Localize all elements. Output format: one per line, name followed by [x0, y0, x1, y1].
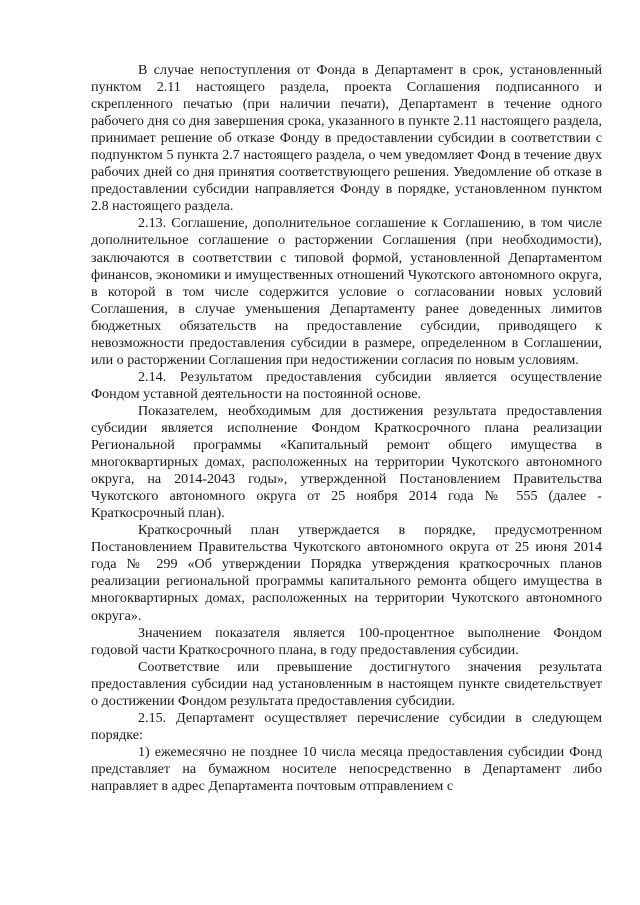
paragraph-indicator: Показателем, необходимым для достижения результата предоставления субсидии является исполнение Фондом Краткосрочного плана реализации Региональной программы «Капитальный ремонт общего имущества в многоквартирных домах, расположенных на территории Чукотского автономного округа, на 2014-2043 годы», утвержденной Постановлением Правительства Чукотского автономного округа от 25 ноября 2014 года № 555 (далее - Краткосрочный план).: [91, 402, 602, 522]
paragraph-monthly-submission: 1) ежемесячно не позднее 10 числа месяца предоставления субсидии Фонд представляет на бумажном носителе непосредственно в Департамент либо направляет в адрес Департамента почтовым отправлением с: [91, 743, 602, 794]
paragraph-refusal-notice: В случае непоступления от Фонда в Департамент в срок, установленный пунктом 2.11 настоящего раздела, проекта Соглашения подписанного и скрепленного печатью (при наличии печати), Департамент в течение одного рабочего дня со дня завершения срока, указанного в пункте 2.11 настоящего раздела, принимает решение об отказе Фонду в предоставлении субсидии в соответствии с подпунктом 5 пункта 2.7 настоящего раздела, о чем уведомляет Фонд в течение двух рабочих дней со дня принятия соответствующего решения. Уведомление об отказе в предоставлении субсидии направляется Фонду в порядке, установленном пунктом 2.8 настоящего раздела.: [91, 62, 602, 215]
document-body: [91, 62, 602, 795]
paragraph-compliance: Соответствие или превышение достигнутого значения результата предоставления субсидии над установленным в настоящем пункте свидетельствует о достижении Фондом результата предоставления субсидии.: [91, 658, 602, 709]
paragraph-2-15-transfer: 2.15. Департамент осуществляет перечисление субсидии в следующем порядке:: [91, 709, 602, 743]
paragraph-indicator-value: Значением показателя является 100-процентное выполнение Фондом годовой части Краткосрочного плана, в году предоставления субсидии.: [91, 624, 602, 658]
paragraph-2-14-result: 2.14. Результатом предоставления субсидии является осуществление Фондом уставной деятельности на постоянной основе.: [91, 368, 602, 402]
paragraph-short-term-plan: Краткосрочный план утверждается в порядке, предусмотренном Постановлением Правительства Чукотского автономного округа от 25 июня 2014 года № 299 «Об утверждении Порядка утверждения краткосрочных планов реализации региональной программы капитального ремонта общего имущества в многоквартирных домах, расположенных на территории Чукотского автономного округа».: [91, 522, 602, 624]
paragraph-2-13-agreement: 2.13. Соглашение, дополнительное соглашение к Соглашению, в том числе дополнительное соглашение о расторжении Соглашения (при необходимости), заключаются в соответствии с типовой формой, установленной Департаментом финансов, экономики и имущественных отношений Чукотского автономного округа, в которой в том числе содержится условие о согласовании новых условий Соглашения, в случае уменьшения Департаменту ранее доведенных лимитов бюджетных обязательств на предоставление субсидии, приводящего к невозможности предоставления субсидии в размере, определенном в Соглашении, или о расторжении Соглашения при недостижении согласия по новым условиям.: [91, 215, 602, 368]
